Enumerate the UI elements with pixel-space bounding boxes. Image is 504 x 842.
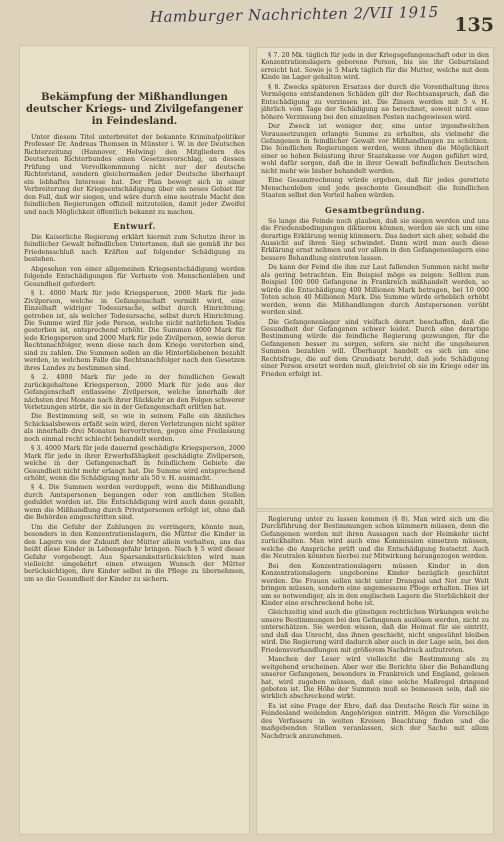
paragraph: Da kann der Feind die ihm zur Last fallenden Summen nicht mehr als gering betrachten. Ein Beispiel möge es zeigen: Sollten zum Beispiel 100 000 Gefangene in Frankreich mißhandelt werden, so würde die Entschädigung 400 Millionen Mark betragen, bei 10 000 Toten schon 40 Millionen Mark. Die Summe würde erheblich erhöht werden, wenn die Mißhandlungen durch Amtspersonen verübt worden sind. — [261, 263, 489, 317]
section-title-begruendung: Gesamtbegründung. — [325, 204, 425, 215]
right-top-clipping — [261, 52, 489, 504]
paragraph: Um die Gefahr der Zahlungen zu verringern, könnte man, besonders in den Konzentrationslagern, die Mütter die Kinder in den Lagern von der Zukunft der Mütter allein verhalten, ans das heißt diese Kinder in Lebensgefahr bringen. Nach § 5 wird dieser Gefahr vorgebeugt. Aus Sparsamkeitsrücksichten wird man vielleicht umgekehrt einen etwaigen Wunsch der Mütter berücksichtigen, ihre Kinder selbst in die Pflege zu übernehmen, um so die Gesundheit der Kinder zu sichern. — [24, 522, 245, 583]
paragraph: Die Kaiserliche Regierung erklärt hiermit zum Schutze ihrer in feindlicher Gewalt befindlichen Untertanen, daß sie gemäß ihr bei Friedensschluß nach Kräften auf folgender Schädigung zu bestehen. — [24, 232, 245, 264]
handwritten-source-note: Hamburger Nachrichten 2/VII 1915 — [149, 2, 439, 27]
paragraph: Abgesehen von einer allgemeinen Kriegsentschädigung werden folgende Entschädigungen für Verluste von Menschenleben und Gesundheit gefordert: — [24, 264, 245, 288]
paragraph: Es ist eine Frage der Ehre, daß das Deutsche Reich für seine in Feindesland weilenden Angehörigen eintritt. Mögen die Vorschläge des Verfassers in weiten Kreisen Beachtung finden und die maßgebenden Stellen veranlassen, sich der Sache mit allem Nachdruck anzunehmen. — [261, 701, 489, 740]
paragraph: Die Gefangenenlager sind vielfach derart beschaffen, daß die Gesundheit der Gefangenen schwer leidet. Durch eine derartige Bestimmung würde die feindliche Regierung gezwungen, für die Gefangenen besser zu sorgen, sofern sie nicht die ungeheuren Summen bezahlen will. Überhaupt handelt es sich um eine Rechtsfrage, die auf dem Grundsatz beruht, daß jede Schädigung einer Person ersetzt werden muß, gleichviel ob sie im Kriege oder im Frieden erfolgt ist. — [261, 317, 489, 378]
article-intro: Unter diesem Titel unterbreitet der bekannte Kriminalpolitiker Professor Dr. Andreas Thomsen in Münster i. W. in der Deutschen Richterzeitung (Hannover, Helwing) den Mitgliedern des Deutschen Richterbundes einen Gesetzesvorschlag, an dessen Prüfung und Vervollkommnung nicht nur der deutsche Richterstand, sondern gleichermaßen jeder Deutsche überhaupt ein lebhaftes Interesse hat. Der Plan bewegt sich in einer Verbreiterung der Kriegsentschädigung über ein neues Gebiet für den Fall, daß wir siegen, und wäre durch eine neutrale Macht den feindlichen Regierungen offiziell mitzuteilen, damit jeder Zweifel und nach Möglichkeit öffentlich bekannt zu machen. — [24, 133, 245, 216]
right-bottom-clipping — [261, 516, 489, 830]
paragraph: Manchen der Leser wird vielleicht die Bestimmung als zu weitgehend erscheinen. Aber wer die Berichte über die Behandlung unserer Gefangenen, besonders in Frankreich und England, gelesen hat, wird zugeben müssen, daß eine solche Maßregel dringend geboten ist. Die Höhe der Summen muß so bemessen sein, daß sie wirklich abschreckend wirkt. — [261, 655, 489, 701]
paragraph: Der Zweck ist weniger der, eine unter irgendwelchen Voraussetzungen erlangte Summe zu erhalten, als vielmehr die Gefangenen in feindlicher Gewalt vor Mißhandlungen zu schützen. Die feindlichen Regierungen werden, wenn ihnen die Möglichkeit einer so hohen Belastung ihrer Staatskasse vor Augen geführt wird, wohl dafür sorgen, daß die in ihrer Gewalt befindlichen Deutschen nicht mehr wie bisher behandelt werden. — [261, 122, 489, 175]
paragraph: § 3. 4000 Mark für jede dauernd geschädigte Kriegsperson, 2000 Mark für jede in ihrer Erwerbsfähigkeit geschädigte Zivilperson, welche in der Gefangenschaft in feindlichem Gebiete die Gesundheit nicht mehr erlangt hat. Die Summe wird entsprechend erhöht, wenn die Schädigung mehr als 50 v. H. ausmacht. — [24, 444, 245, 483]
paragraph: Eine Gesamtrechnung würde ergeben, daß für jedes gerettete Menschenleben und jede geschonte Gesundheit die feindlichen Staaten selbst den Vorteil haben würden. — [261, 176, 489, 200]
paragraph: Bei den Konzentrationslagern müssen Kinder in den Konzentrationslagern ungeborene Kinder bezüglich geschützt werden. Die Frauen sollen nicht unter Drangsal und Not zur Welt bringen müssen, sondern eine angemessene Pflege erhalten. Dies ist um so notwendiger, als in den englischen Lagern die Sterblichkeit der Kinder eine erschreckend hohe ist. — [261, 561, 489, 607]
paragraph: So lange die Feinde noch glauben, daß sie siegen werden und uns die Friedensbedingungen diktieren können, werden sie sich um eine derartige Erklärung wenig kümmern. Das ändert sich aber, sobald die Aussicht auf ihren Sieg schwindet. Dann wird man auch diese Erklärung ernst nehmen und vor allem in den Gefangenenlagern eine bessere Behandlung eintreten lassen. — [261, 216, 489, 262]
paragraph: § 4. Die Summen werden verdoppelt, wenn die Mißhandlung durch Amtspersonen begangen oder von amtlichen Stellen geduldet worden ist. Die Entschädigung wird auch dann gezahlt, wenn die Mißhandlung durch Privatpersonen erfolgt ist, ohne daß die Behörden eingeschritten sind. — [24, 483, 245, 522]
section-title-entwurf: Entwurf. — [113, 220, 156, 231]
article-headline: Bekämpfung der Mißhandlungen deutscher Kriegs- und Zivilgefangener in Feindesland. — [26, 92, 243, 127]
left-clipping — [24, 52, 245, 832]
paragraph: § 1. 4000 Mark für jede Kriegsperson, 2000 Mark für jede Zivilperson, welche in Gefangenschaft vermißt wird, eine Einzelhaft widriger Todesursache, selbst durch Hinrichtung, getroben ist, als welcher Todesursache, selbst durch Hinrichtung. Die Summe wird für jede Person, welche nicht natürlichen Todes gestorben ist, entsprechend erhöht. Die Summen 4000 Mark für jede Kriegsperson und 2000 Mark für jede Zivilperson, sowie deren Rechtsnachfolger, wenn diese nach dem Kriege verstorben sind, sind zu zahlen. Die Summen sollen an die Hinterbliebenen bezahlt werden, in welchem Falle die Rechtsnachfolger nach den Gesetzen ihres Landes zu bestimmen sind. — [24, 289, 245, 372]
paragraph: § 2. 4000 Mark für jede in der feindlichen Gewalt zurückgehaltene Kriegsperson, 2000 Mark für jede aus der Gefangenschaft entlassene Zivilperson, welche innerhalb der nächsten drei Monate nach ihrer Rückkehr an den Folgen schwerer Verletzungen stirbt, die sie in der Gefangenschaft erlitten hat. — [24, 373, 245, 411]
paragraph: Regierung unter zu lassen kommen (§ 8). Man wird sich um die Durchführung der Bestimmungen schon kümmern müssen, denn die Gefangenen werden mit ihren Aussagen nach der Heimkehr nicht zurückhalten. Man wird auch eine Kommission einsetzen müssen, welche die Ansprüche prüft und die Entschädigung festsetzt. Auch die Neutralen könnten hierbei zur Mitwirkung herangezogen werden. — [261, 516, 489, 561]
paragraph: § 8. Zwecks späteren Ersatzes der durch die Vorenthaltung ihres Vermögens entstandenen Schäden gilt der Rechtsanspruch, daß die Entschädigung zu verzinsen ist. Die Zinsen werden mit 5 v. H. jährlich vom Tage der Schädigung an berechnet, soweit nicht eine höhere Verzinsung bei den einzelnen Posten nachgewiesen wird. — [261, 82, 489, 121]
page-number: 135 — [454, 14, 494, 36]
paragraph: § 7. 20 Mk. täglich für jede in der Kriegsgefangenschaft oder in den Konzentrationslagern geborene Person, bis sie ihr Geburtsland erreicht hat. Sowie je 5 Mark täglich für die Mutter, welche mit dem Kinde im Lager gehalten wird. — [261, 52, 489, 82]
paragraph: Gleichzeitig sind auch die günstigen rechtlichen Wirkungen welche unsere Bestimmungen bei den Gefangenen auslösen werden, nicht zu unterschätzen. Sie werden wissen, daß die Heimat für sie eintritt, und daß das Unrecht, das ihnen geschieht, nicht ungesühnt bleiben wird. Die Regierung wird dadurch aber auch in der Lage sein, bei den Friedensverhandlungen mit größerem Nachdruck aufzutreten. — [261, 608, 489, 654]
paragraph: Die Bestimmung soll, so wie in seinem Falle ein ähnliches Schicksalsbeweis erfaßt sein wird, deren Verletzungen nicht später als innerhalb drei Monaten hervortreten, gegen eine Freilassung noch einmal recht schlecht behandelt werden. — [24, 412, 245, 443]
